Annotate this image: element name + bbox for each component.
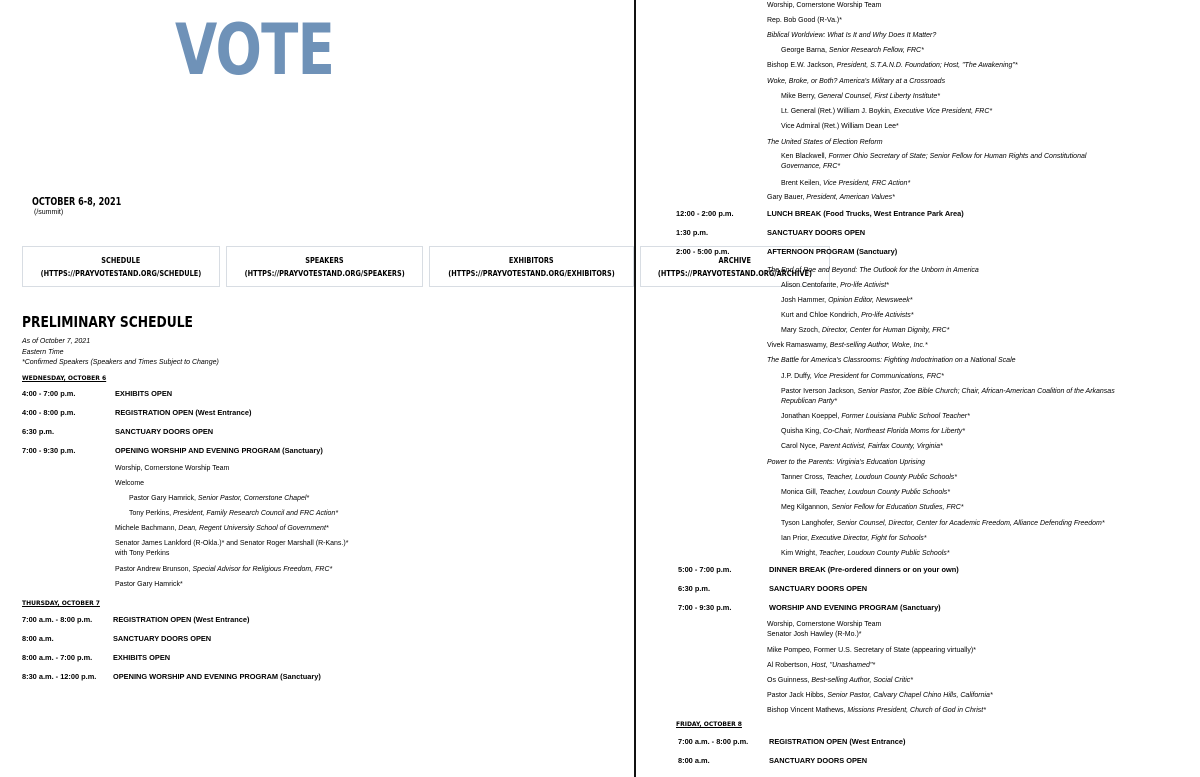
time-slot: 5:00 - 7:00 p.m. (678, 565, 732, 574)
speaker-name: Vice Admiral (Ret.) William Dean Lee* (781, 123, 899, 130)
speaker-name: Al Robertson, (767, 662, 812, 669)
speaker-item (781, 535, 927, 542)
speaker-role: President, Family Research Council and FRC Action* (172, 510, 339, 517)
session-title: EXHIBITS OPEN (115, 389, 173, 398)
panel-title (767, 357, 1016, 364)
speaker-item-continued: Senator Josh Hawley (R-Mo.)* (767, 631, 862, 638)
speaker-item (781, 47, 924, 54)
speaker-item (781, 297, 913, 304)
speaker-role: Best-selling Author, Social Critic* (811, 677, 914, 684)
speaker-role: Best-selling Author, Woke, Inc.* (829, 342, 928, 349)
speaker-name: Lt. General (Ret.) William J. Boykin, (781, 108, 894, 115)
speaker-item (767, 17, 842, 24)
speaker-name: Mary Szoch, (781, 327, 822, 334)
speaker-item (781, 489, 950, 496)
speaker-item (767, 342, 928, 349)
speaker-name: The End of Roe and Beyond: The Outlook for the Unborn in America (767, 267, 979, 274)
speaker-item-continued: Governance, FRC* (781, 163, 841, 170)
speaker-item (781, 282, 889, 289)
speaker-item (781, 413, 970, 420)
speaker-role: Senior Fellow for Education Studies, FRC* (831, 504, 964, 511)
speaker-name: Bishop E.W. Jackson, (767, 62, 837, 69)
time-slot: 7:00 - 9:30 p.m. (22, 446, 76, 455)
panel-title (767, 78, 945, 85)
speaker-name: Tanner Cross, (781, 474, 827, 481)
session-title: REGISTRATION OPEN (West Entrance) (113, 615, 250, 624)
nav-exhibitors-url: (HTTPS://PRAYVOTESTAND.ORG/EXHIBITORS) (448, 268, 615, 278)
speaker-name: Woke, Broke, or Both? America's Military at a Crossroads (767, 78, 946, 85)
speaker-name: Brent Keilen, (781, 180, 824, 187)
speaker-item (115, 566, 332, 573)
speaker-name: Meg Kilgannon, (781, 504, 832, 511)
speaker-name: Mike Berry, (781, 93, 818, 100)
speaker-role: Teacher, Loudoun County Public Schools* (819, 550, 950, 557)
speaker-name: Kurt and Chloe Kondrich, (781, 312, 862, 319)
speaker-role: President, S.T.A.N.D. Foundation; Host, "The Awakening"* (836, 62, 1018, 69)
speaker-role: Executive Director, Fight for Schools* (810, 535, 927, 542)
speaker-item (115, 540, 348, 547)
speaker-role: Missions President, Church of God in Christ* (847, 707, 986, 714)
time-slot: 8:00 a.m. (678, 756, 710, 765)
session-title: OPENING WORSHIP AND EVENING PROGRAM (Sanctuary) (115, 446, 323, 455)
time-slot: 6:30 p.m. (678, 584, 711, 593)
speaker-role: Dean, Regent University School of Government* (178, 525, 329, 532)
time-slot: 4:00 - 7:00 p.m. (22, 389, 76, 398)
nav-exhibitors-label: EXHIBITORS (509, 255, 555, 265)
session-title: SANCTUARY DOORS OPEN (769, 584, 868, 593)
session-title: WORSHIP AND EVENING PROGRAM (Sanctuary) (769, 603, 941, 612)
speaker-name: Biblical Worldview: What Is It and Why Does It Matter? (767, 32, 937, 39)
speaker-item (781, 180, 910, 187)
schedule-as-of: As of October 7, 2021 (22, 338, 91, 345)
time-slot: 6:30 p.m. (22, 427, 55, 436)
panel-title (767, 139, 883, 146)
session-title: SANCTUARY DOORS OPEN (113, 634, 212, 643)
session-title: SANCTUARY DOORS OPEN (767, 228, 866, 237)
speaker-name: Welcome (115, 480, 145, 487)
speaker-name: Jonathan Koeppel, (781, 413, 842, 420)
session-title: SANCTUARY DOORS OPEN (115, 427, 214, 436)
session-title: EXHIBITS OPEN (113, 653, 171, 662)
speaker-role: Senior Pastor, Zoe Bible Church; Chair, African-American Coalition of the Arkansas (857, 388, 1115, 395)
speaker-role: Parent Activist, Fairfax County, Virginia* (819, 443, 943, 450)
speaker-name: Pastor Andrew Brunson, (115, 566, 193, 573)
day-heading: FRIDAY, OCTOBER 8 (676, 721, 742, 728)
speaker-item (781, 504, 964, 511)
speaker-item (781, 443, 943, 450)
speaker-name: Ian Prior, (781, 535, 811, 542)
speaker-item (781, 153, 1086, 160)
schedule-timezone: Eastern Time (22, 349, 64, 356)
speaker-name: George Barna, (781, 47, 829, 54)
nav-speakers[interactable] (226, 246, 423, 287)
speaker-role: Vice President for Communications, FRC* (813, 373, 944, 380)
panel-title (767, 267, 979, 274)
speaker-role: Opinion Editor, Newsweek* (828, 297, 913, 304)
speaker-name: Carol Nyce, (781, 443, 820, 450)
page-title: PRELIMINARY SCHEDULE (22, 313, 193, 331)
speaker-name: Worship, Cornerstone Worship Team (767, 2, 882, 9)
speaker-item (781, 474, 957, 481)
speaker-name: Pastor Iverson Jackson, (781, 388, 858, 395)
session-title: REGISTRATION OPEN (West Entrance) (115, 408, 252, 417)
speaker-name: Worship, Cornerstone Worship Team (115, 465, 230, 472)
event-date: OCTOBER 6-8, 2021 (32, 195, 122, 208)
speaker-name: Quisha King, (781, 428, 824, 435)
speaker-item (767, 692, 993, 699)
speaker-role: Pro-life Activists* (861, 312, 914, 319)
nav-schedule-label: SCHEDULE (101, 255, 141, 265)
speaker-role: Executive Vice President, FRC* (893, 108, 993, 115)
speaker-role: Former Louisiana Public School Teacher* (841, 413, 970, 420)
time-slot: 2:00 - 5:00 p.m. (676, 247, 730, 256)
speaker-name: Kim Wright, (781, 550, 819, 557)
speaker-role: Teacher, Loudoun County Public Schools* (826, 474, 958, 481)
nav-schedule[interactable] (22, 246, 220, 287)
speaker-role: Teacher, Loudoun County Public Schools* (819, 489, 951, 496)
speaker-role: Former Ohio Secretary of State; Senior Fellow for Human Rights and Constitutional (828, 153, 1087, 160)
speaker-name: Gary Bauer, (767, 194, 807, 201)
time-slot: 7:00 a.m. - 8:00 p.m. (678, 737, 749, 746)
speaker-name: Tony Perkins, (129, 510, 173, 517)
speaker-role: Director, Center for Human Dignity, FRC* (821, 327, 950, 334)
speaker-role: General Counsel, First Liberty Institute* (817, 93, 940, 100)
session-title: AFTERNOON PROGRAM (Sanctuary) (767, 247, 898, 256)
speaker-item (781, 388, 1115, 395)
speaker-item (781, 312, 913, 319)
speaker-role: Senior Counsel, Director, Center for Academic Freedom, Alliance Defending Freedom* (836, 520, 1105, 527)
speaker-name: Senator James Lankford (R-Okla.)* and Senator Roger Marshall (R-Kans.)* (115, 540, 349, 547)
speaker-item (115, 465, 229, 472)
session-title: OPENING WORSHIP AND EVENING PROGRAM (Sanctuary) (113, 672, 321, 681)
speaker-item (129, 495, 309, 502)
speaker-role: Vice President, FRC Action* (823, 180, 911, 187)
speaker-item (781, 93, 940, 100)
speaker-name: J.P. Duffy, (781, 373, 814, 380)
nav-schedule-url: (HTTPS://PRAYVOTESTAND.ORG/SCHEDULE) (40, 268, 202, 278)
speaker-item-continued: with Tony Perkins (115, 550, 170, 557)
speaker-name: Alison Centofante, (781, 282, 841, 289)
speaker-name: The Battle for America's Classrooms: Fighting Indoctrination on a National Scale (767, 357, 1016, 364)
speaker-name: Rep. Bob Good (R-Va.)* (767, 17, 842, 24)
time-slot: 1:30 p.m. (676, 228, 709, 237)
session-title: SANCTUARY DOORS OPEN (769, 756, 868, 765)
speaker-item (781, 123, 899, 130)
speaker-item (767, 647, 976, 654)
speaker-item (115, 525, 329, 532)
speaker-role: Senior Pastor, Calvary Chapel Chino Hills, California* (827, 692, 993, 699)
session-title: REGISTRATION OPEN (West Entrance) (769, 737, 906, 746)
speaker-name: Ken Blackwell, (781, 153, 829, 160)
speaker-item (767, 662, 875, 669)
nav-exhibitors[interactable] (429, 246, 634, 287)
time-slot: 4:00 - 8:00 p.m. (22, 408, 76, 417)
speaker-name: Pastor Jack Hibbs, (767, 692, 828, 699)
speaker-item (781, 428, 965, 435)
page-divider (634, 0, 636, 777)
speaker-item (781, 108, 992, 115)
nav-archive-label: ARCHIVE (718, 255, 752, 265)
speaker-name: Power to the Parents: Virginia's Education Uprising (767, 459, 926, 466)
speaker-role: President, American Values* (806, 194, 895, 201)
summit-link[interactable]: (/summit) (34, 209, 64, 216)
speaker-item (767, 707, 986, 714)
speaker-name: The United States of Election Reform (767, 139, 883, 146)
speaker-item (781, 550, 950, 557)
vote-logo: VOTE (175, 9, 335, 91)
speaker-item (767, 62, 1018, 69)
speaker-item (115, 480, 144, 487)
speaker-role: Host, "Unashamed"* (811, 662, 876, 669)
speaker-role: Senior Pastor, Cornerstone Chapel* (197, 495, 310, 502)
nav-speakers-label: SPEAKERS (305, 255, 344, 265)
speaker-role: Special Advisor for Religious Freedom, FRC* (192, 566, 333, 573)
session-title: DINNER BREAK (Pre-ordered dinners or on your own) (769, 565, 959, 574)
speaker-item (781, 373, 944, 380)
speaker-role: Co-Chair, Northeast Florida Moms for Liberty* (823, 428, 966, 435)
speaker-name: Josh Hammer, (781, 297, 829, 304)
nav-speakers-url: (HTTPS://PRAYVOTESTAND.ORG/SPEAKERS) (244, 268, 405, 278)
time-slot: 7:00 - 9:30 p.m. (678, 603, 732, 612)
speaker-item (767, 194, 895, 201)
speaker-role: Pro-life Activist* (840, 282, 889, 289)
speaker-item (129, 510, 338, 517)
time-slot: 12:00 - 2:00 p.m. (676, 209, 734, 218)
speaker-name: Tyson Langhofer, (781, 520, 837, 527)
speaker-name: Pastor Gary Hamrick* (115, 581, 183, 588)
time-slot: 7:00 a.m. - 8:00 p.m. (22, 615, 93, 624)
speaker-item (781, 520, 1105, 527)
day-heading: WEDNESDAY, OCTOBER 6 (22, 375, 107, 382)
session-title: LUNCH BREAK (Food Trucks, West Entrance Park Area) (767, 209, 964, 218)
speaker-item (781, 327, 949, 334)
speaker-name: Michele Bachmann, (115, 525, 179, 532)
nav-archive-url: (HTTPS://PRAYVOTESTAND.ORG/ARCHIVE) (658, 268, 813, 278)
speaker-name: Pastor Gary Hamrick, (129, 495, 198, 502)
speaker-name: Vivek Ramaswamy, (767, 342, 830, 349)
speaker-name: Os Guinness, (767, 677, 812, 684)
speaker-item (767, 621, 881, 628)
time-slot: 8:00 a.m. (22, 634, 54, 643)
speaker-item (767, 677, 913, 684)
speaker-item-continued: Republican Party* (781, 398, 838, 405)
speaker-name: Bishop Vincent Mathews, (767, 707, 848, 714)
time-slot: 8:30 a.m. - 12:00 p.m. (22, 672, 97, 681)
speaker-name: Mike Pompeo, Former U.S. Secretary of State (appearing virtually)* (767, 647, 976, 654)
panel-title (767, 32, 936, 39)
speaker-name: Monica Gill, (781, 489, 820, 496)
speaker-item (115, 581, 183, 588)
schedule-note: *Confirmed Speakers (Speakers and Times Subject to Change) (22, 359, 219, 366)
day-heading: THURSDAY, OCTOBER 7 (22, 600, 100, 607)
speaker-name: Worship, Cornerstone Worship Team (767, 621, 882, 628)
speaker-item (767, 2, 881, 9)
panel-title (767, 459, 925, 466)
time-slot: 8:00 a.m. - 7:00 p.m. (22, 653, 93, 662)
speaker-role: Senior Research Fellow, FRC* (828, 47, 924, 54)
